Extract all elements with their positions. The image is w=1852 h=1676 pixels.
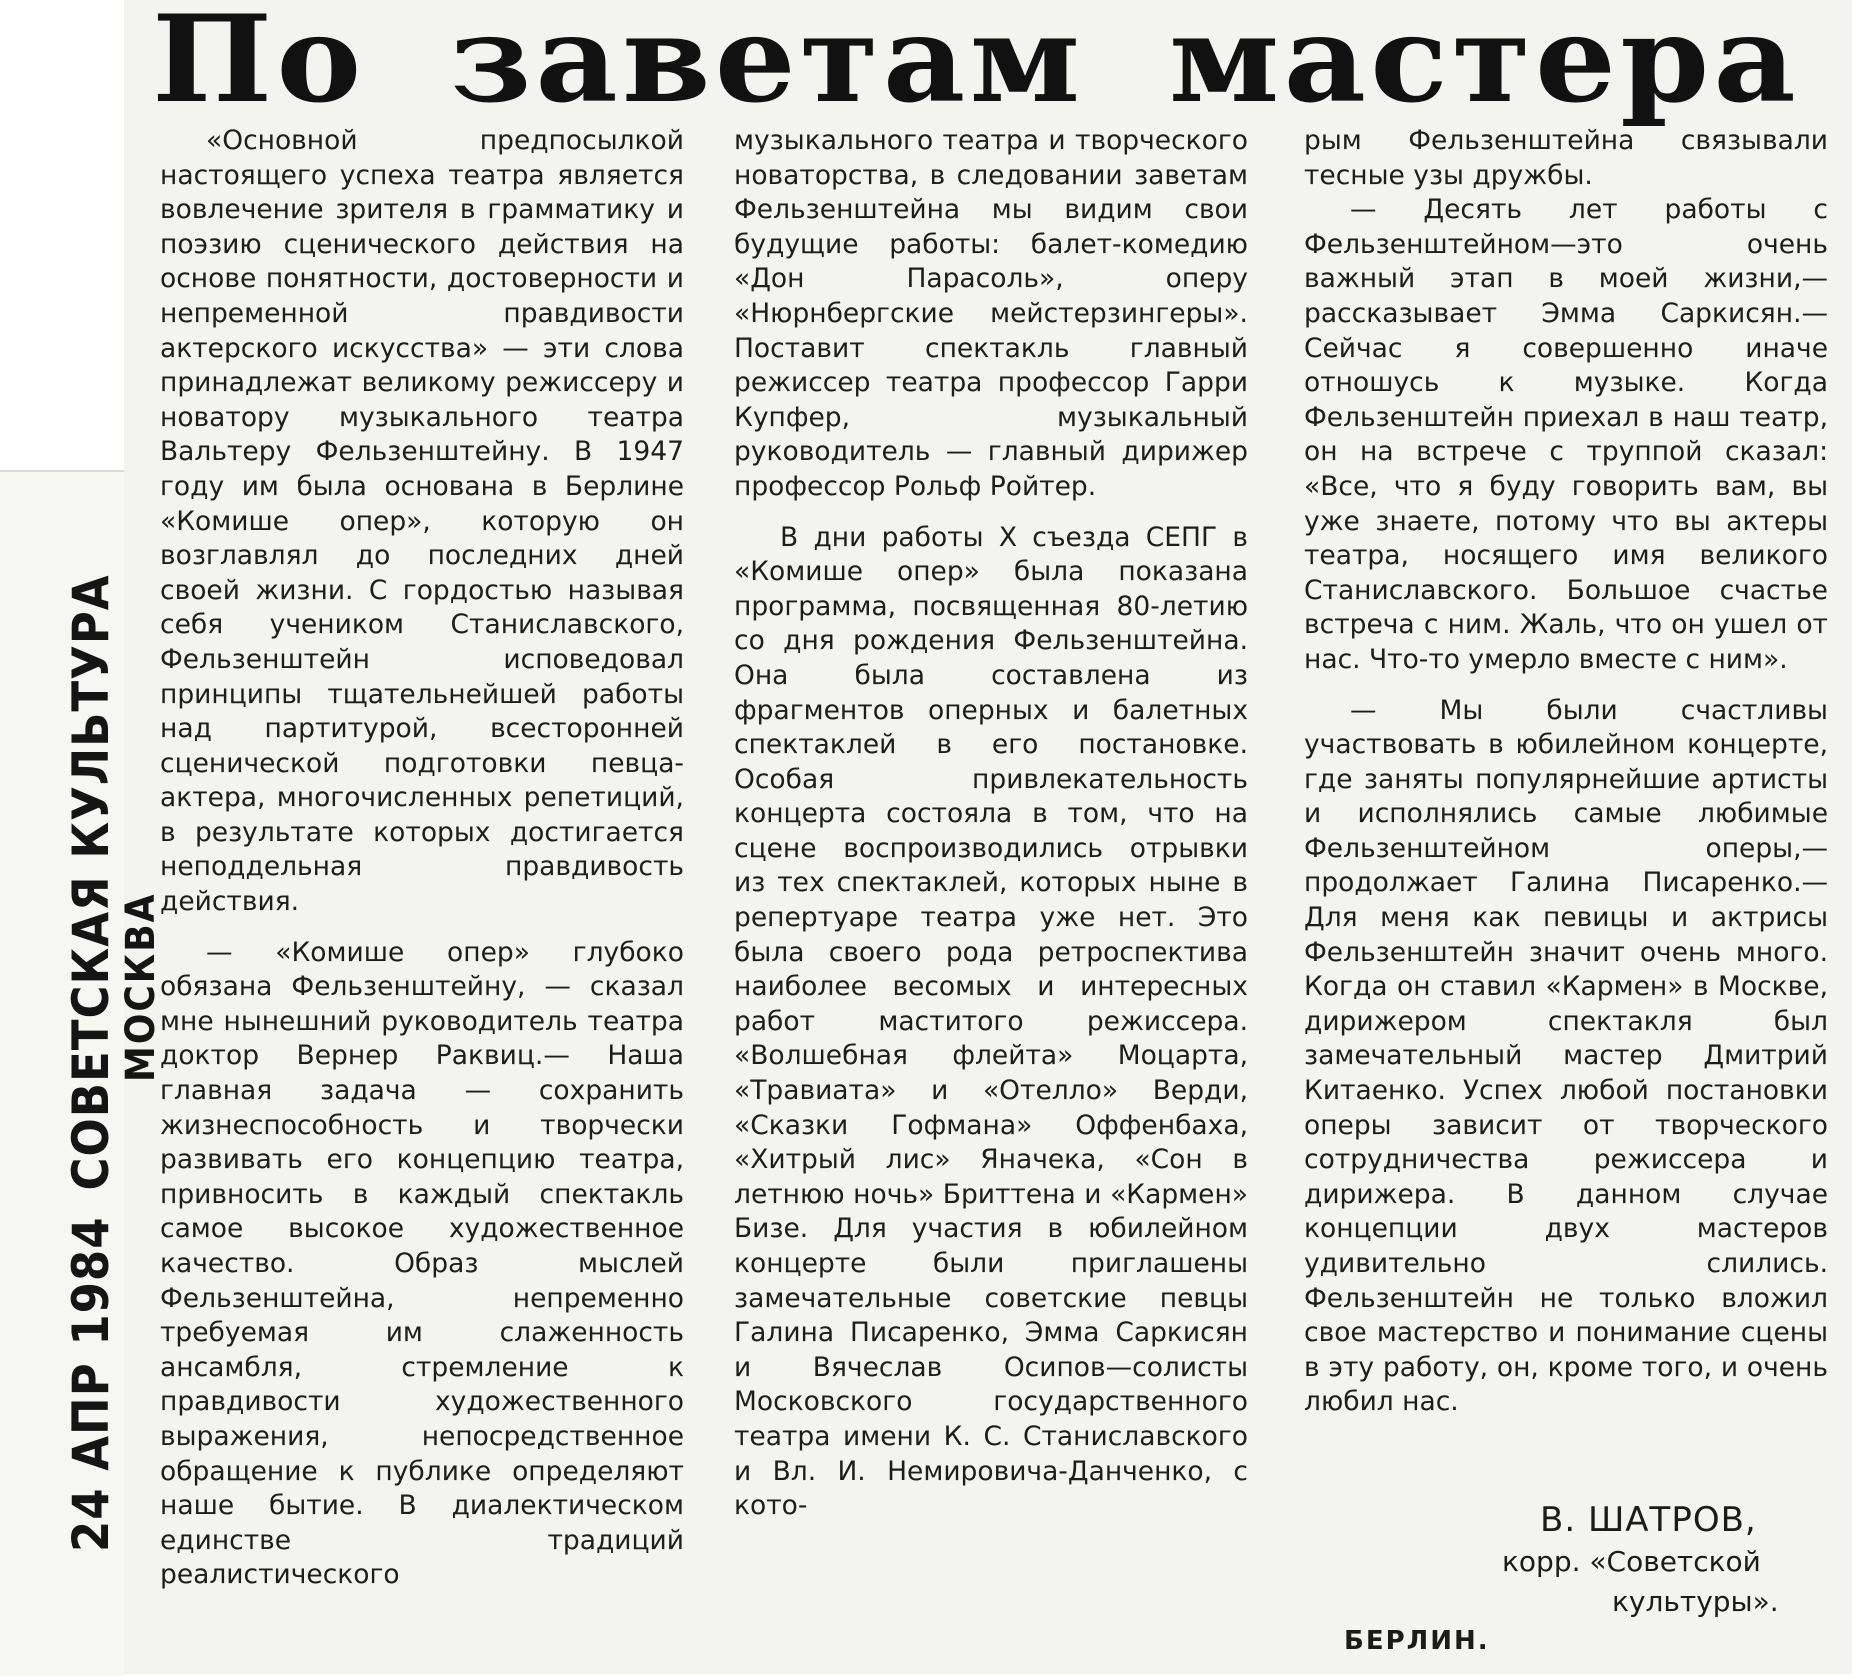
dateline-city: БЕРЛИН. — [1344, 1626, 1490, 1656]
signature-position: корр. «Советской — [1502, 1545, 1761, 1578]
signature-author: В. ШАТРОВ, — [1540, 1500, 1757, 1540]
paragraph: музыкального театра и творческого новаторства, в следовании заветам Фельзенштейна мы видим свои будущие работы: балет-комедию «Дон Парасоль», оперу «Нюрнбергские мейстерзингеры». Поставит спектакль главный режиссер театра профессор Гарри Купфер, музыкальный руководитель — главный дирижер профессор Рольф Ройтер. — [734, 125, 1248, 502]
stamp-date: 24 АПР 1984 — [62, 1216, 120, 1552]
paragraph: — Мы были счастливы участвовать в юбилейном концерте, где заняты популярнейшие артисты и исполнялись самые любимые Фельзенштейном оперы,— продолжает Галина Писаренко.— Для меня как певицы и актрисы Фельзенштейн значит очень много. Когда он ставил «Кармен» в Москве, дирижером спектакля был замечательный мастер Дмитрий Китаенко. Успех любой постановки оперы зависит от творческого сотрудничества режиссера и дирижера. В данном случае концепции двух мастеров удивительно слились. Фельзенштейн не только вложил свое мастерство и понимание сцены в эту работу, он, кроме того, и очень любил нас. — [1304, 694, 1828, 1418]
article-headline: По заветам мастера — [152, 0, 1801, 130]
archive-stamp-text — [62, 574, 164, 1552]
article-column-3 — [1304, 124, 1828, 1420]
archive-stamp — [0, 470, 164, 1676]
paragraph: рым Фельзенштейна связывали тесные узы дружбы. — [1304, 125, 1828, 191]
article-column-2 — [734, 124, 1248, 1524]
stamp-newspaper: СОВЕТСКАЯ КУЛЬТУРА — [62, 574, 120, 1191]
signature-position-cont: культуры». — [1612, 1585, 1779, 1618]
paragraph: В дни работы X съезда СЕПГ в «Комише опер» была показана программа, посвященная 80-летию со дня рождения Фельзенштейна. Она была составлена из фрагментов оперных и балетных спектаклей в его постановке. Особая привлекательность концерта состояла в том, что на сцене воспроизводились отрывки из тех спектаклей, которых ныне в репертуаре театра уже нет. Это была своего рода ретроспектива наиболее весомых и интересных работ маститого режиссера. «Волшебная флейта» Моцарта, «Травиата» и «Отелло» Верди, «Сказки Гофмана» Оффенбаха, «Хитрый лис» Яначека, «Сон в летнюю ночь» Бриттена и «Кармен» Бизе. Для участия в юбилейном концерте были приглашены замечательные советские певцы Галина Писаренко, Эмма Саркисян и Вячеслав Осипов—солисты Московского государственного театра имени К. С. Станиславского и Вл. И. Немировича-Данченко, с кото- — [734, 521, 1248, 1522]
stamp-city: МОСКВА — [118, 892, 164, 1082]
paragraph: — «Комише опер» глубоко обязана Фельзенштейну, — сказал мне нынешний руководитель театра доктор Вернер Раквиц.— Наша главная задача — сохранить жизнеспособность и творчески развивать его концепцию театра, привносить в каждый спектакль самое высокое художественное качество. Образ мыслей Фельзенштейна, непременно требуемая им слаженность ансамбля, стремление к правдивости художественного выражения, непосредственное обращение к публике определяют наше бытие. В диалектическом единстве традиций реалистического — [160, 936, 684, 1591]
article-column-1 — [160, 124, 684, 1593]
paragraph: — Десять лет работы с Фельзенштейном—это очень важный этап в моей жизни,— рассказывает Эмма Саркисян.— Сейчас я совершенно иначе отношусь к музыке. Когда Фельзенштейн приехал в наш театр, он на встрече с труппой сказал: «Все, что я буду говорить вам, вы уже знаете, потому что вы актеры театра, носящего имя великого Станиславского. Большое счастье встреча с ним. Жаль, что он ушел от нас. Что-то умерло вместе с ним». — [1304, 194, 1828, 675]
paragraph: «Основной предпосылкой настоящего успеха театра является вовлечение зрителя в грамматику и поэзию сценического действия на основе понятности, достоверности и непременной правдивости актерского искусства» — эти слова принадлежат великому режиссеру и новатору музыкального театра Вальтеру Фельзенштейну. В 1947 году им была основана в Берлине «Комише опер», которую он возглавлял до последних дней своей жизни. С гордостью называя себя учеником Станиславского, Фельзенштейн исповедовал принципы тщательнейшей работы над партитурой, всесторонней сценической подготовки певца-актера, многочисленных репетиций, в результате которых достигается неподдельная правдивость действия. — [160, 125, 684, 918]
